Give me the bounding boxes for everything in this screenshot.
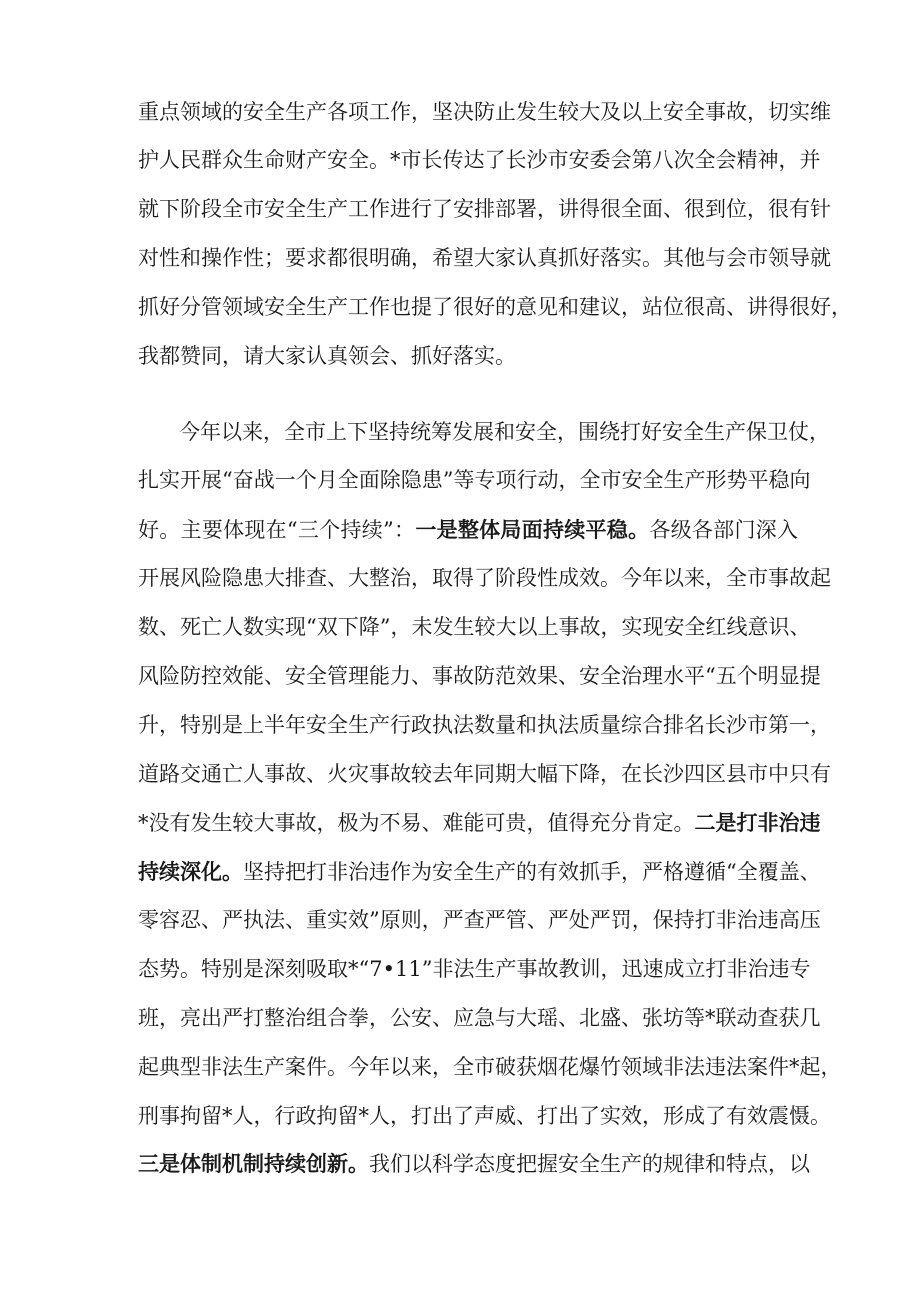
text-line: [138, 858, 821, 886]
bold-phrase: 三是体制机制持续创新。: [138, 1151, 369, 1176]
text-run: 开展风险隐患大排查、大整治，取得了阶段性成效。今年以来，全市事故起: [138, 566, 831, 590]
text-run: 抓好分管领域安全生产工作也提了很好的意见和建议，站位很高、讲得很好，: [138, 295, 852, 319]
text-run: 零容忍、严执法、重实效”原则，严查严管、严处严罚，保持打非治违高压: [138, 908, 821, 932]
text-line: [138, 466, 811, 494]
text-run: 各级各部门深入: [649, 518, 799, 542]
text-line: [138, 244, 831, 272]
text-run: 对性和操作性；要求都很明确，希望大家认真抓好落实。其他与会市领导就: [138, 246, 831, 270]
text-line: [138, 293, 852, 321]
text-run: 态势。特别是深刻吸取*“7•11”非法生产事故教训，迅速成立打非治违专: [138, 957, 811, 981]
text-run: *没有发生较大事故，极为不易、难能可贵，值得充分肯定。: [138, 811, 695, 835]
text-line: [138, 516, 798, 544]
text-line: [138, 809, 821, 837]
text-run: 我都赞同，请大家认真领会、抓好落实。: [138, 344, 516, 368]
text-run: 道路交通亡人事故、火灾事故较去年同期大幅下降，在长沙四区县市中只有: [138, 762, 831, 786]
text-run: 风险防控效能、安全管理能力、事故防范效果、安全治理水平“五个明显提: [138, 664, 821, 688]
bold-phrase: 一是整体局面持续平稳。: [415, 517, 650, 542]
text-line: [138, 564, 831, 592]
text-run: 好。主要体现在“三个持续”：: [138, 518, 416, 542]
text-line: [138, 613, 811, 641]
text-line: [138, 1150, 810, 1178]
text-run: 班，亮出严打整治组合拳，公安、应急与大瑶、北盛、张坊等*联动查获几: [138, 1006, 821, 1030]
text-line: [179, 418, 830, 446]
text-line: [138, 1053, 842, 1081]
text-line: [138, 342, 798, 370]
text-run: 起典型非法生产案件。今年以来，全市破获烟花爆竹领域非法违法案件*起，: [138, 1055, 842, 1079]
text-line: [138, 146, 821, 174]
text-run: 重点领域的安全生产各项工作，坚决防止发生较大及以上安全事故，切实维: [138, 100, 831, 124]
text-run: 就下阶段全市安全生产工作进行了安排部署，讲得很全面、很到位，很有针: [138, 197, 831, 221]
text-run: 今年以来，全市上下坚持统筹发展和安全，围绕打好安全生产保卫仗，: [179, 420, 830, 444]
text-line: [138, 1004, 821, 1032]
text-line: [138, 906, 821, 934]
text-line: [138, 195, 831, 223]
text-line: [138, 98, 831, 126]
text-run: 坚持把打非治违作为安全生产的有效抓手，严格遵循“全覆盖、: [243, 860, 821, 884]
text-run: 我们以科学态度把握安全生产的规律和特点，以: [369, 1152, 810, 1176]
bold-phrase: 持续深化。: [138, 859, 243, 884]
text-run: 护人民群众生命财产安全。*市长传达了长沙市安委会第八次全会精神，并: [138, 148, 821, 172]
text-line: [138, 1102, 831, 1130]
text-run: 数、死亡人数实现“双下降”，未发生较大以上事故，实现安全红线意识、: [138, 615, 811, 639]
text-run: 升，特别是上半年安全生产行政执法数量和执法质量综合排名长沙市第一，: [138, 713, 831, 737]
text-line: [138, 760, 831, 788]
text-run: 刑事拘留*人，行政拘留*人，打出了声威、打出了实效，形成了有效震慑。: [138, 1104, 831, 1128]
text-line: [138, 662, 821, 690]
text-line: [138, 711, 831, 739]
text-run: 扎实开展“奋战一个月全面除隐患”等专项行动，全市安全生产形势平稳向: [138, 468, 811, 492]
bold-phrase: 二是打非治违: [694, 810, 821, 835]
text-line: [138, 955, 811, 983]
